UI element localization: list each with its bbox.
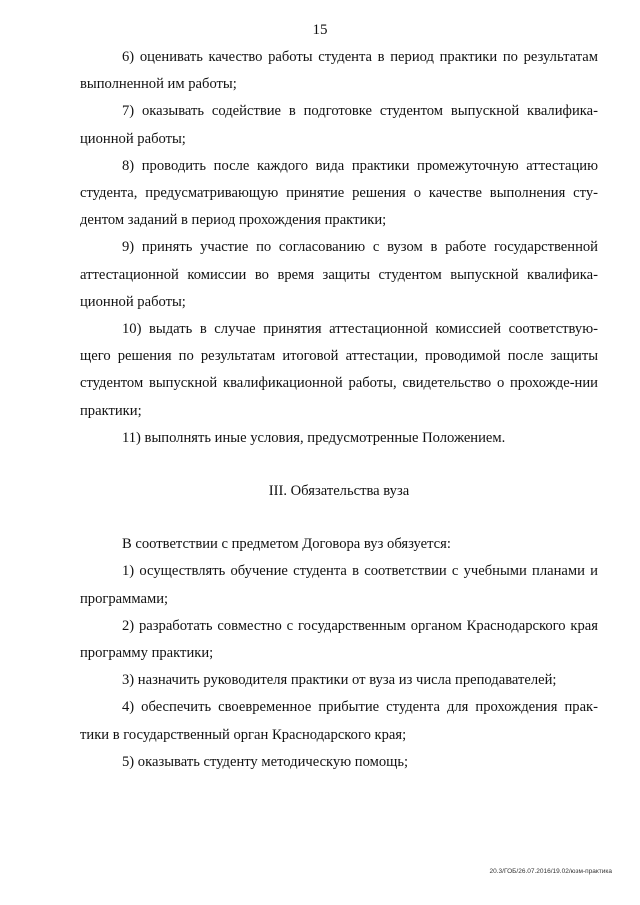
footer-document-code: 20.3/ГОБ/26.07.2016/19.02/юзм-практика — [489, 868, 612, 875]
paragraph-item-11: 11) выполнять иные условия, предусмотренные Положением. — [122, 429, 506, 446]
section-item-4: 4) обеспечить своевременное прибытие студента для прохождения прак-тики в государственный орган Краснодарского края; — [80, 699, 598, 743]
paragraph-item-10: 10) выдать в случае принятия аттестационной комиссией соответствую-щего решения по результатам итоговой аттестации, проводимой после защиты студентом выпускной квалификационной работы, свидетельство о прохожде-нии практики; — [80, 321, 598, 419]
section-item-1: 1) осуществлять обучение студента в соответствии с учебными планами и программами; — [80, 563, 598, 607]
section-item-2: 2) разработать совместно с государственным органом Краснодарского края программу практики; — [80, 617, 598, 662]
section-item-5: 5) оказывать студенту методическую помощь; — [122, 753, 409, 770]
paragraph-item-6: 6) оценивать качество работы студента в период практики по результатам выполненной им работы; — [80, 49, 598, 93]
section-item-3: 3) назначить руководителя практики от вуза из числа преподавателей; — [122, 672, 557, 689]
paragraph-item-8: 8) проводить после каждого вида практики промежуточную аттестацию студента, предусматривающую принятие решения о качестве выполнения сту-дентом заданий в период прохождения практики; — [80, 157, 598, 229]
section-heading: III. Обязательства вуза — [268, 483, 410, 500]
section-intro: В соответствии с предметом Договора вуз обязуется: — [122, 536, 451, 553]
paragraph-item-9: 9) принять участие по согласованию с вузом в работе государственной аттестационной комиссии во время защиты студентом выпускной квалифика-ционной работы; — [80, 239, 598, 310]
document-body — [80, 44, 598, 776]
page-number: 15 — [312, 22, 328, 38]
paragraph-item-7: 7) оказывать содействие в подготовке студентом выпускной квалифика-ционной работы; — [80, 103, 598, 147]
